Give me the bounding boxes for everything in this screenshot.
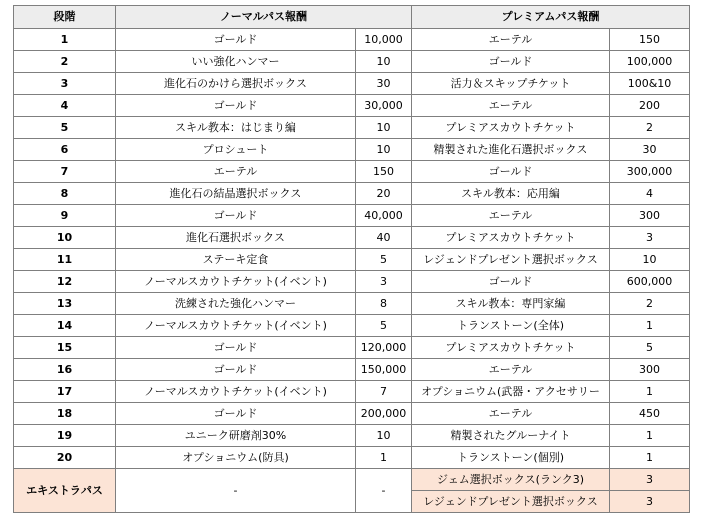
table-row [14, 51, 690, 73]
premium-item-cell: エーテル [412, 403, 610, 425]
normal-item-cell: ゴールド [116, 29, 356, 51]
premium-item-cell: スキル教本：応用編 [412, 183, 610, 205]
normal-item-cell: ノーマルスカウトチケット(イベント) [116, 315, 356, 337]
stage-cell: 20 [14, 447, 116, 469]
stage-cell: 3 [14, 73, 116, 95]
normal-item-cell: ユニーク研磨剤30% [116, 425, 356, 447]
premium-item-cell: プレミアスカウトチケット [412, 117, 610, 139]
premium-item-cell: ゴールド [412, 51, 610, 73]
reward-table [13, 5, 690, 513]
normal-item-cell: エーテル [116, 161, 356, 183]
table-row [14, 249, 690, 271]
stage-cell: 14 [14, 315, 116, 337]
normal-qty-cell: 20 [356, 183, 412, 205]
premium-item-cell: エーテル [412, 95, 610, 117]
premium-item-cell: トランストーン(個別) [412, 447, 610, 469]
stage-cell: 18 [14, 403, 116, 425]
table-row [14, 161, 690, 183]
stage-cell: 8 [14, 183, 116, 205]
premium-item-cell: エーテル [412, 359, 610, 381]
premium-item-cell: ゴールド [412, 161, 610, 183]
table-row [14, 403, 690, 425]
table-row [14, 73, 690, 95]
premium-qty-cell: 5 [610, 337, 690, 359]
table-row [14, 359, 690, 381]
stage-cell: 13 [14, 293, 116, 315]
reward-rows [14, 29, 690, 513]
premium-qty-cell: 1 [610, 425, 690, 447]
normal-qty-cell: 150,000 [356, 359, 412, 381]
header-row [14, 6, 690, 29]
stage-cell: 10 [14, 227, 116, 249]
normal-qty-cell: 10 [356, 139, 412, 161]
premium-qty-cell: 100,000 [610, 51, 690, 73]
normal-item-cell: スキル教本：はじまり編 [116, 117, 356, 139]
table-row [14, 29, 690, 51]
normal-item-cell: いい強化ハンマー [116, 51, 356, 73]
premium-item-cell: 精製された進化石選択ボックス [412, 139, 610, 161]
table-row [14, 205, 690, 227]
normal-item-cell: 洗練された強化ハンマー [116, 293, 356, 315]
premium-qty-cell: 300,000 [610, 161, 690, 183]
table-row [14, 337, 690, 359]
premium-qty-cell: 300 [610, 359, 690, 381]
normal-qty-cell: 10 [356, 425, 412, 447]
extra-premium-item: ジェム選択ボックス(ランク3) [412, 469, 610, 491]
premium-qty-cell: 4 [610, 183, 690, 205]
premium-qty-cell: 3 [610, 227, 690, 249]
normal-qty-cell: 40,000 [356, 205, 412, 227]
header-normal-pass: ノーマルパス報酬 [116, 6, 412, 29]
normal-qty-cell: 5 [356, 315, 412, 337]
premium-qty-cell: 2 [610, 293, 690, 315]
stage-cell: 16 [14, 359, 116, 381]
stage-cell: 4 [14, 95, 116, 117]
header-premium-pass: プレミアムパス報酬 [412, 6, 690, 29]
table-row [14, 139, 690, 161]
table-row [14, 315, 690, 337]
stage-cell: 1 [14, 29, 116, 51]
extra-premium-item: レジェンドプレゼント選択ボックス [412, 491, 610, 513]
header-stage: 段階 [14, 6, 116, 29]
stage-cell: 6 [14, 139, 116, 161]
premium-qty-cell: 300 [610, 205, 690, 227]
normal-qty-cell: 30 [356, 73, 412, 95]
normal-item-cell: ゴールド [116, 337, 356, 359]
stage-cell: 7 [14, 161, 116, 183]
stage-cell: 15 [14, 337, 116, 359]
normal-qty-cell: 10 [356, 51, 412, 73]
normal-item-cell: ゴールド [116, 205, 356, 227]
normal-item-cell: オプショニウム(防具) [116, 447, 356, 469]
premium-qty-cell: 10 [610, 249, 690, 271]
table-row [14, 271, 690, 293]
premium-qty-cell: 150 [610, 29, 690, 51]
extra-premium-qty: 3 [610, 469, 690, 491]
normal-qty-cell: 3 [356, 271, 412, 293]
table-row [14, 183, 690, 205]
premium-qty-cell: 1 [610, 447, 690, 469]
table-row [14, 95, 690, 117]
normal-item-cell: プロシュート [116, 139, 356, 161]
normal-item-cell: ノーマルスカウトチケット(イベント) [116, 381, 356, 403]
premium-item-cell: プレミアスカウトチケット [412, 337, 610, 359]
extra-normal-item: - [116, 469, 356, 513]
premium-item-cell: ゴールド [412, 271, 610, 293]
premium-item-cell: 精製されたグルーナイト [412, 425, 610, 447]
normal-item-cell: ステーキ定食 [116, 249, 356, 271]
stage-cell: 5 [14, 117, 116, 139]
stage-cell: 17 [14, 381, 116, 403]
normal-item-cell: 進化石のかけら選択ボックス [116, 73, 356, 95]
normal-item-cell: ゴールド [116, 359, 356, 381]
premium-qty-cell: 600,000 [610, 271, 690, 293]
table-row [14, 447, 690, 469]
extra-pass-row [14, 469, 690, 491]
stage-cell: 19 [14, 425, 116, 447]
normal-qty-cell: 200,000 [356, 403, 412, 425]
extra-premium-qty: 3 [610, 491, 690, 513]
stage-cell: 11 [14, 249, 116, 271]
stage-cell: 12 [14, 271, 116, 293]
premium-item-cell: プレミアスカウトチケット [412, 227, 610, 249]
premium-item-cell: オプショニウム(武器・アクセサリー [412, 381, 610, 403]
premium-qty-cell: 1 [610, 315, 690, 337]
premium-item-cell: 活力＆スキップチケット [412, 73, 610, 95]
premium-item-cell: エーテル [412, 29, 610, 51]
extra-normal-qty: - [356, 469, 412, 513]
premium-item-cell: レジェンドプレゼント選択ボックス [412, 249, 610, 271]
premium-item-cell: トランストーン(全体) [412, 315, 610, 337]
normal-qty-cell: 120,000 [356, 337, 412, 359]
premium-qty-cell: 200 [610, 95, 690, 117]
premium-qty-cell: 100&10 [610, 73, 690, 95]
normal-qty-cell: 150 [356, 161, 412, 183]
premium-qty-cell: 1 [610, 381, 690, 403]
table-row [14, 293, 690, 315]
stage-cell: 9 [14, 205, 116, 227]
normal-qty-cell: 7 [356, 381, 412, 403]
extra-pass-label: エキストラパス [14, 469, 116, 513]
normal-item-cell: ゴールド [116, 403, 356, 425]
premium-item-cell: スキル教本：専門家編 [412, 293, 610, 315]
normal-item-cell: 進化石選択ボックス [116, 227, 356, 249]
premium-item-cell: エーテル [412, 205, 610, 227]
normal-qty-cell: 8 [356, 293, 412, 315]
stage-cell: 2 [14, 51, 116, 73]
normal-qty-cell: 10 [356, 117, 412, 139]
premium-qty-cell: 2 [610, 117, 690, 139]
normal-qty-cell: 1 [356, 447, 412, 469]
table-row [14, 227, 690, 249]
normal-item-cell: ゴールド [116, 95, 356, 117]
normal-item-cell: ノーマルスカウトチケット(イベント) [116, 271, 356, 293]
table-row [14, 425, 690, 447]
normal-qty-cell: 30,000 [356, 95, 412, 117]
normal-item-cell: 進化石の結晶選択ボックス [116, 183, 356, 205]
premium-qty-cell: 30 [610, 139, 690, 161]
table-row [14, 117, 690, 139]
normal-qty-cell: 10,000 [356, 29, 412, 51]
table-row [14, 381, 690, 403]
normal-qty-cell: 5 [356, 249, 412, 271]
premium-qty-cell: 450 [610, 403, 690, 425]
normal-qty-cell: 40 [356, 227, 412, 249]
